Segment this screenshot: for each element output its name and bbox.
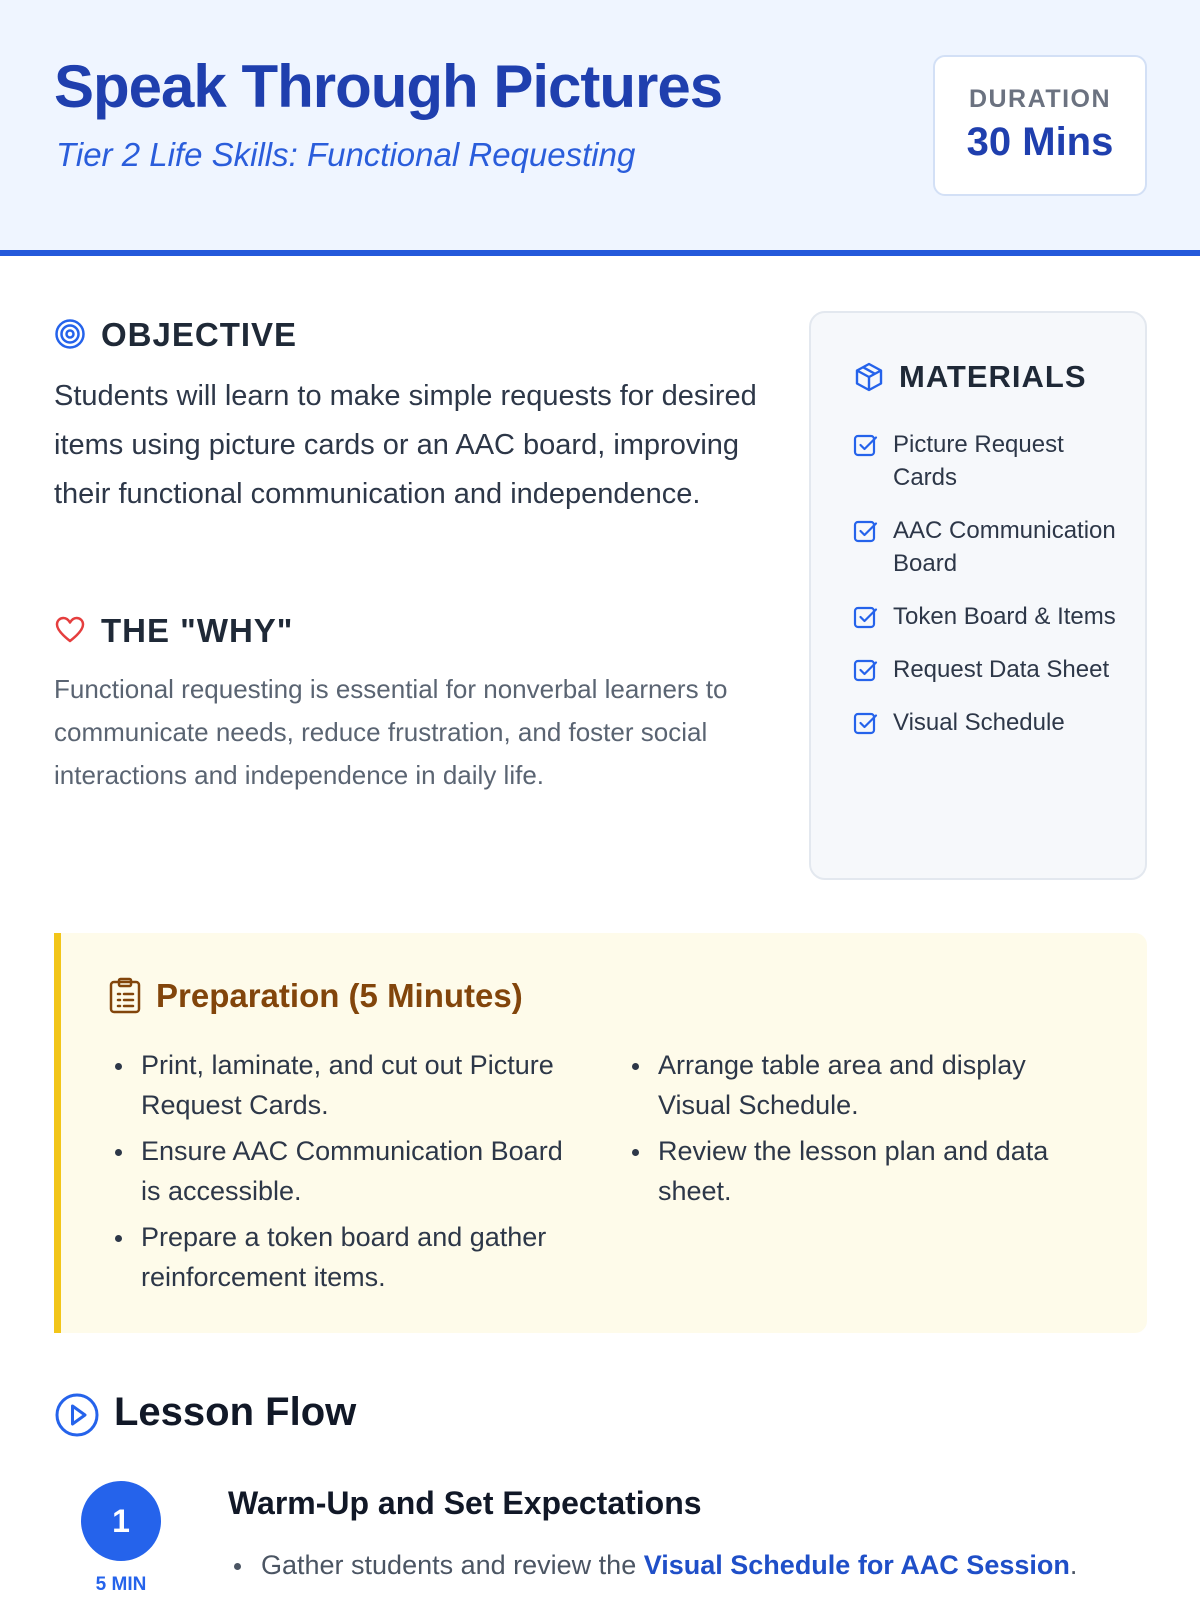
preparation-panel xyxy=(54,933,1147,1333)
package-icon xyxy=(853,361,885,393)
preparation-item: Prepare a token board and gather reinforcement items. xyxy=(115,1217,585,1297)
visual-schedule-link[interactable]: Visual Schedule for AAC Session xyxy=(643,1550,1070,1580)
material-item xyxy=(853,653,1133,686)
preparation-item: Arrange table area and display Visual Schedule. xyxy=(632,1045,1102,1125)
material-item-label: Token Board & Items xyxy=(893,603,1116,630)
target-icon xyxy=(54,318,86,350)
checkbox-checked-icon xyxy=(853,658,878,683)
preparation-heading-label: Preparation (5 Minutes) xyxy=(156,977,523,1014)
objective-heading-label: OBJECTIVE xyxy=(101,316,298,353)
page-title: Speak Through Pictures xyxy=(54,53,723,120)
material-item xyxy=(853,600,1133,633)
checkbox-checked-icon xyxy=(853,605,878,630)
duration-label: DURATION xyxy=(968,85,1112,113)
preparation-item: Review the lesson plan and data sheet. xyxy=(632,1131,1102,1211)
step-bullet-list xyxy=(228,1545,1148,1585)
why-heading-label: THE "WHY" xyxy=(101,612,294,649)
duration-card xyxy=(933,55,1147,196)
duration-value: 30 Mins xyxy=(966,120,1114,164)
checkbox-checked-icon xyxy=(853,711,878,736)
checkbox-checked-icon xyxy=(853,519,878,544)
step-number-badge: 1 xyxy=(81,1481,161,1561)
step-bullet-text: Gather students and review the xyxy=(261,1550,644,1580)
clipboard-icon xyxy=(108,977,142,1015)
materials-list xyxy=(853,428,1133,759)
lesson-flow-heading-label: Lesson Flow xyxy=(114,1390,357,1434)
checkbox-checked-icon xyxy=(853,433,878,458)
material-item xyxy=(853,428,1133,494)
material-item-label: Picture Request Cards xyxy=(893,431,1064,491)
why-text: Functional requesting is essential for nonverbal learners to communicate needs, reduce frustration, and foster social interactions and independence in daily life. xyxy=(54,674,728,790)
materials-panel xyxy=(809,311,1147,880)
material-item xyxy=(853,514,1133,580)
page-subtitle: Tier 2 Life Skills: Functional Requesting xyxy=(56,136,636,173)
step-bullet xyxy=(228,1545,1148,1585)
preparation-list-right xyxy=(632,1045,1102,1217)
step-bullet-suffix: . xyxy=(1069,1550,1078,1580)
material-item xyxy=(853,706,1133,739)
material-item-label: Request Data Sheet xyxy=(893,656,1110,683)
objective-text: Students will learn to make simple requests for desired items using picture cards or an AAC board, improving their functional communication and independence. xyxy=(54,380,757,510)
preparation-item: Print, laminate, and cut out Picture Request Cards. xyxy=(115,1045,585,1125)
preparation-list-left xyxy=(115,1045,585,1303)
step-time-label: 5 MIN xyxy=(95,1574,147,1595)
step-title: Warm-Up and Set Expectations xyxy=(228,1485,702,1521)
preparation-item: Ensure AAC Communication Board is accessible. xyxy=(115,1131,585,1211)
materials-heading-label: MATERIALS xyxy=(899,359,1087,394)
heart-icon xyxy=(54,614,86,646)
play-circle-icon xyxy=(54,1392,100,1438)
material-item-label: AAC Communication Board xyxy=(893,517,1116,577)
material-item-label: Visual Schedule xyxy=(893,709,1065,736)
lesson-header xyxy=(0,0,1200,256)
